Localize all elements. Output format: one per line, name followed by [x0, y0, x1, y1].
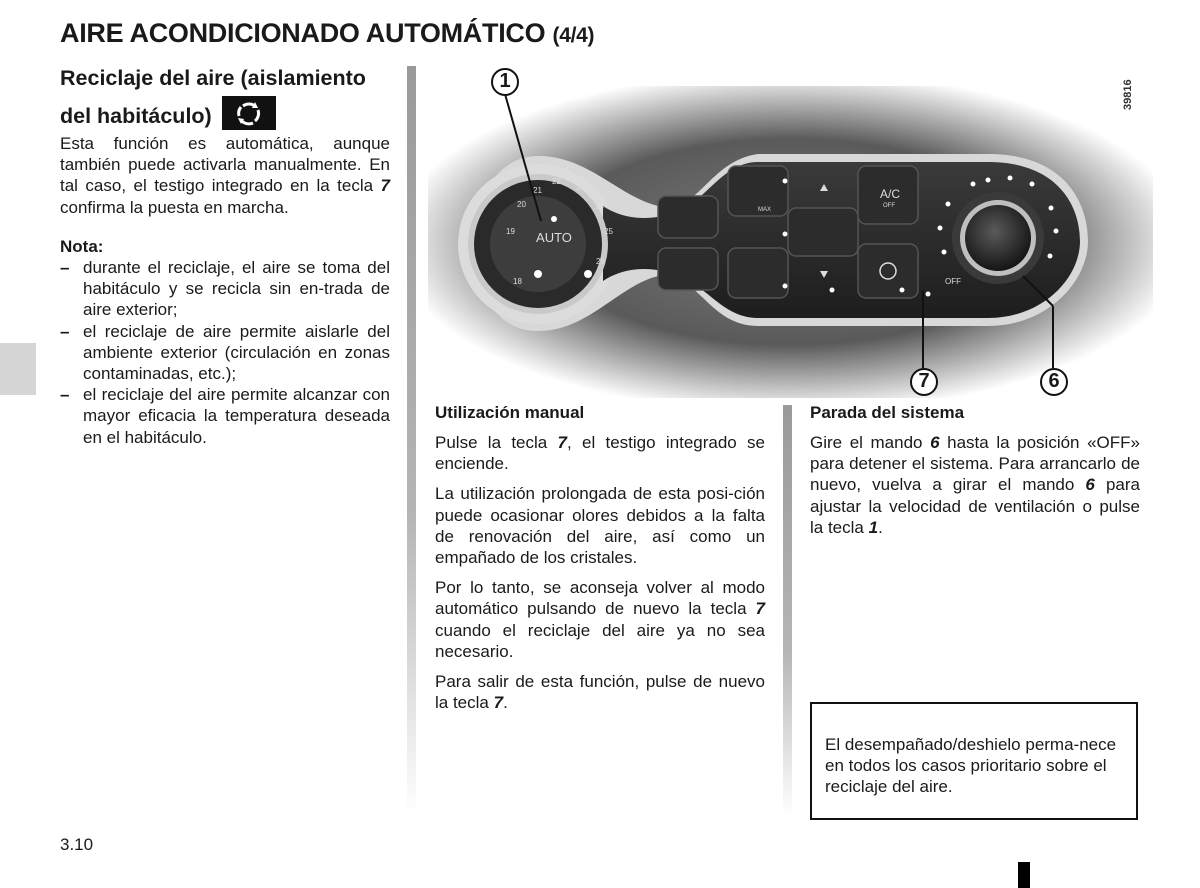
temp-24: 24 [595, 202, 604, 211]
page-title [60, 18, 594, 49]
auto-label: AUTO [536, 230, 572, 245]
page-title-text: AIRE ACONDICIONADO AUTOMÁTICO [60, 18, 546, 48]
p4-text-a: Para salir de esta función, pulse de nuevo la tecla [435, 672, 765, 713]
stop-text-b: hasta la posición «OFF» para detener el sistema. Para arrancarlo de nuevo, vuelva a girar el mando [810, 433, 1141, 495]
temp-19: 19 [506, 227, 515, 236]
nota-list [60, 257, 390, 448]
system-stop-paragraph [810, 432, 1140, 538]
stop-key-6a: 6 [930, 433, 940, 452]
nota-item-1: – durante el reciclaje, el aire se toma del habitáculo y se recicla sin en-trada de aire exterior; [60, 257, 390, 321]
system-stop-heading: Parada del sistema [810, 403, 965, 422]
intro-key-ref: 7 [380, 176, 390, 196]
page-title-suffix: (4/4) [552, 24, 595, 47]
recycle-icon [222, 96, 276, 130]
manual-use-p2: La utilización prolongada de esta posi-ción puede ocasionar olores debidos a la falta de renovación del aire, así como un empañado de los cristales. [435, 484, 765, 568]
nota-title: Nota: [60, 237, 104, 256]
section-tab-marker [0, 343, 36, 395]
control-panel-figure [428, 66, 1153, 398]
note-text: El desempañado/deshielo perma-nece en todos los casos prioritario sobre el reciclaje del aire. [825, 735, 1117, 797]
column-divider-right [783, 405, 792, 816]
p1-text-a: Pulse la tecla [435, 433, 558, 452]
stop-key-6b: 6 [1085, 475, 1095, 495]
p3-text-a: Por lo tanto, se aconseja volver al modo automático pulsando de nuevo la tecla [435, 578, 765, 619]
p4-text-b: . [503, 693, 508, 713]
callout-1: 1 [491, 68, 519, 96]
manual-use-section [435, 402, 765, 713]
manual-use-heading: Utilización manual [435, 403, 585, 422]
callout-6: 6 [1040, 368, 1068, 396]
nota-block [60, 236, 390, 448]
max-label: MAX [758, 207, 772, 213]
p1-key-ref: 7 [557, 433, 567, 452]
system-stop-section [810, 402, 1140, 538]
p1-text-b: , el testigo integrado se enciende. [435, 433, 765, 474]
temp-25: 25 [604, 227, 613, 236]
intro-text-a: Esta función es automática, aunque también puede activarla manualmente. En tal caso, el testigo integrado en la tecla [60, 134, 390, 196]
temp-21: 21 [533, 186, 542, 195]
temp-23: 23 [576, 183, 585, 192]
ac-label: A/C [880, 187, 901, 201]
page-number: 3.10 [60, 835, 94, 854]
page-edge-marker [1018, 862, 1030, 888]
callout-7: 7 [910, 368, 938, 396]
nota-item-2: – el reciclaje de aire permite aislarle del ambiente exterior (circulación en zonas contaminadas, etc.); [60, 321, 390, 385]
note-box [810, 702, 1138, 820]
stop-text-a: Gire el mando [810, 433, 931, 452]
section-heading [60, 60, 395, 134]
manual-use-p1 [435, 432, 765, 474]
manual-use-p3 [435, 577, 765, 662]
manual-use-p4 [435, 671, 765, 713]
p3-text-b: cuando el reciclaje del aire ya no sea necesario. [435, 620, 765, 661]
intro-text-b: confirma la puesta en marcha. [60, 197, 289, 217]
stop-key-1: 1 [868, 517, 879, 537]
fan-off-label: OFF [945, 277, 961, 286]
stop-text-c: para ajustar la velocidad de ventilación o pulse la tecla [810, 475, 1140, 537]
p3-key-ref: 7 [755, 599, 765, 619]
temp-26: 26 [596, 257, 605, 266]
temp-18: 18 [513, 277, 522, 286]
figure-code: 39816 [1122, 79, 1134, 110]
stop-text-d: . [878, 517, 883, 537]
ac-off-label: OFF [883, 203, 895, 209]
section-heading-line2-text: del habitáculo) [60, 104, 212, 128]
column-divider-left [407, 66, 416, 816]
temp-22: 22 [552, 177, 561, 186]
intro-paragraph [60, 133, 390, 218]
section-heading-line1: Reciclaje del aire (aislamiento [60, 66, 366, 90]
temp-20: 20 [517, 200, 526, 209]
nota-item-3: – el reciclaje del aire permite alcanzar con mayor eficacia la temperatura deseada en el habitáculo. [60, 384, 390, 448]
section-heading-line2 [60, 96, 395, 134]
p4-key-ref: 7 [493, 693, 504, 713]
